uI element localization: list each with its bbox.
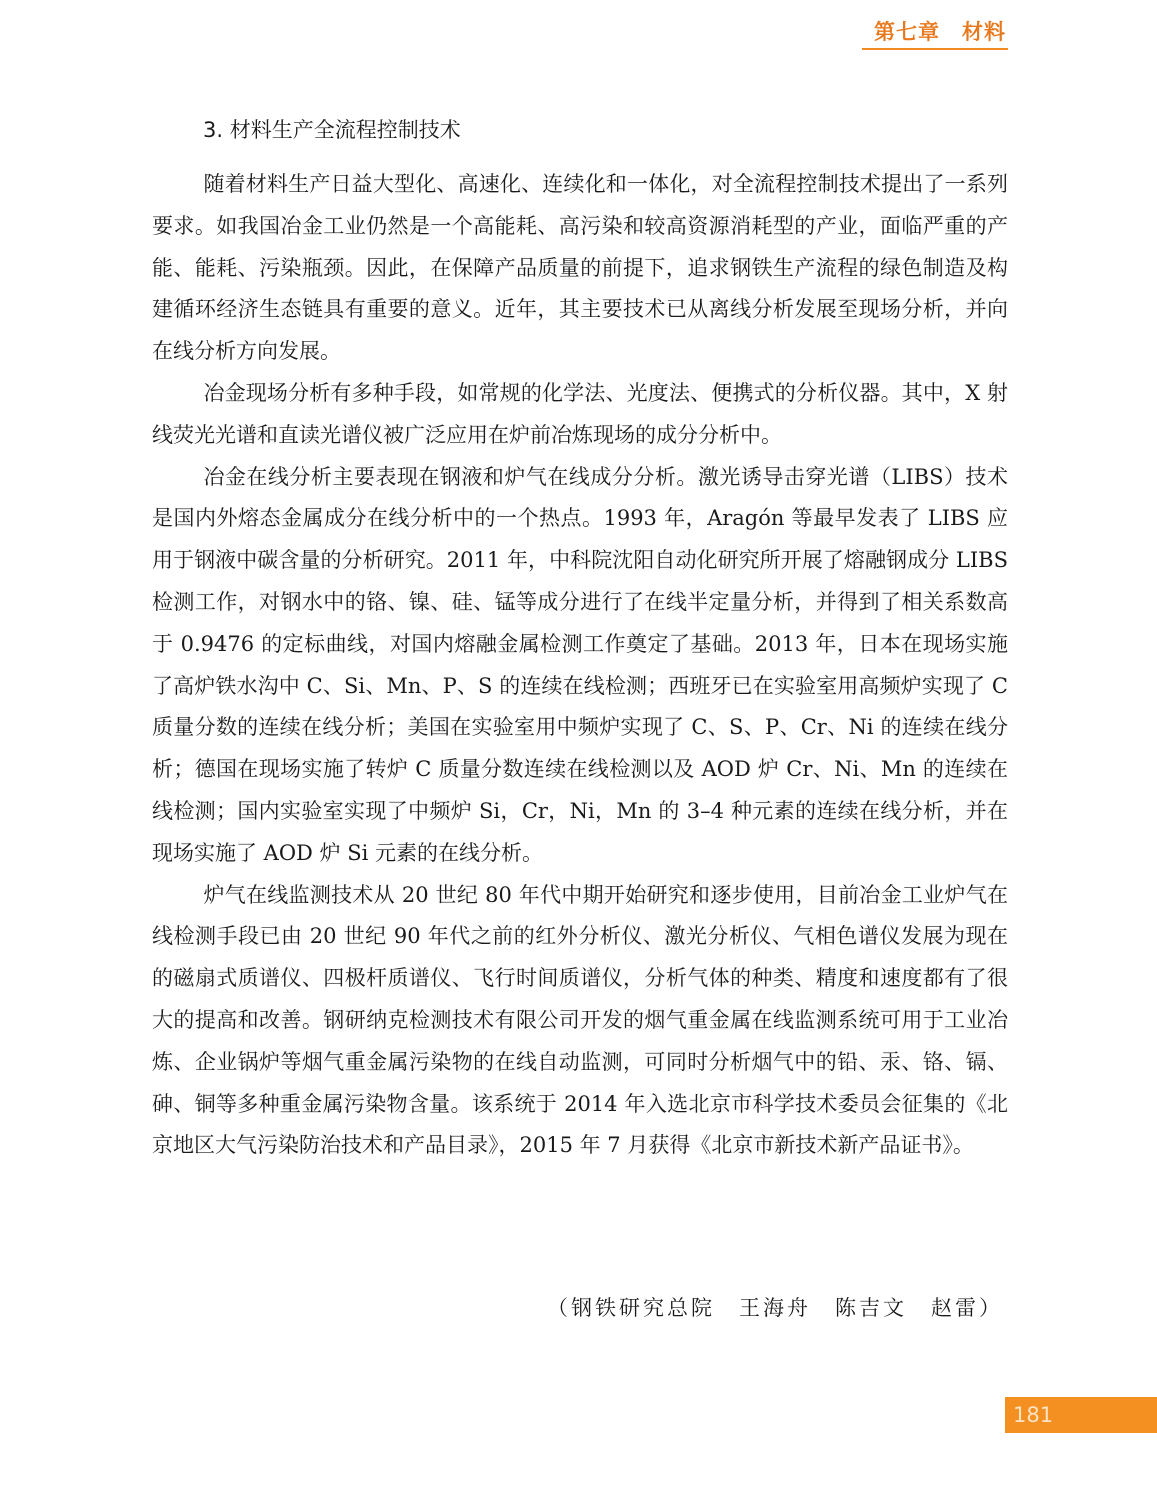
paragraph: 冶金现场分析有多种手段，如常规的化学法、光度法、便携式的分析仪器。其中，X 射线荧光光谱和直读光谱仪被广泛应用在炉前冶炼现场的成分分析中。 — [152, 380, 1008, 447]
paragraph: 随着材料生产日益大型化、高速化、连续化和一体化，对全流程控制技术提出了一系列要求。如我国冶金工业仍然是一个高能耗、高污染和较高资源消耗型的产业，面临严重的产能、能耗、污染瓶颈。因此，在保障产品质量的前提下，追求钢铁生产流程的绿色制造及构建循环经济生态链具有重要的意义。近年，其主要技术已从离线分析发展至现场分析，并向在线分析方向发展。 — [152, 172, 1008, 364]
chapter-title: 第七章 材料 — [874, 20, 1006, 44]
body-text — [152, 164, 1008, 1167]
author-attribution: （钢铁研究总院 王海舟 陈吉文 赵雷） — [547, 1296, 1003, 1320]
paragraph: 冶金在线分析主要表现在钢液和炉气在线成分分析。激光诱导击穿光谱（LIBS）技术是国内外熔态金属成分在线分析中的一个热点。1993 年，Aragón 等最早发表了 LIBS 应用于钢液中碳含量的分析研究。2011 年，中科院沈阳自动化研究所开展了熔融钢成分 LIBS 检测工作，对钢水中的铬、镍、硅、锰等成分进行了在线半定量分析，并得到了相关系数高于 0.9476 的定标曲线，对国内熔融金属检测工作奠定了基础。2013 年，日本在现场实施了高炉铁水沟中 C、Si、Mn、P、S 的连续在线检测；西班牙已在实验室用高频炉实现了 C 质量分数的连续在线分析；美国在实验室用中频炉实现了 C、S、P、Cr、Ni 的连续在线分析；德国在现场实施了转炉 C 质量分数连续在线检测以及 AOD 炉 Cr、Ni、Mn 的连续在线检测；国内实验室实现了中频炉 Si，Cr，Ni，Mn 的 3–4 种元素的连续在线分析，并在现场实施了 AOD 炉 Si 元素的在线分析。 — [152, 464, 1008, 865]
section-heading: 3. 材料生产全流程控制技术 — [203, 118, 461, 142]
page-number: 181 — [1013, 1403, 1054, 1427]
paragraph: 炉气在线监测技术从 20 世纪 80 年代中期开始研究和逐步使用，目前冶金工业炉气在线检测手段已由 20 世纪 90 年代之前的红外分析仪、激光分析仪、气相色谱仪发展为现在的磁扇式质谱仪、四极杆质谱仪、飞行时间质谱仪，分析气体的种类、精度和速度都有了很大的提高和改善。钢研纳克检测技术有限公司开发的烟气重金属在线监测系统可用于工业冶炼、企业锅炉等烟气重金属污染物的在线自动监测，可同时分析烟气中的铅、汞、铬、镉、砷、铜等多种重金属污染物含量。该系统于 2014 年入选北京市科学技术委员会征集的《北京地区大气污染防治技术和产品目录》，2015 年 7 月获得《北京市新技术新产品证书》。 — [152, 882, 1008, 1158]
chapter-header — [862, 14, 1008, 50]
page-number-tab — [1005, 1397, 1157, 1433]
